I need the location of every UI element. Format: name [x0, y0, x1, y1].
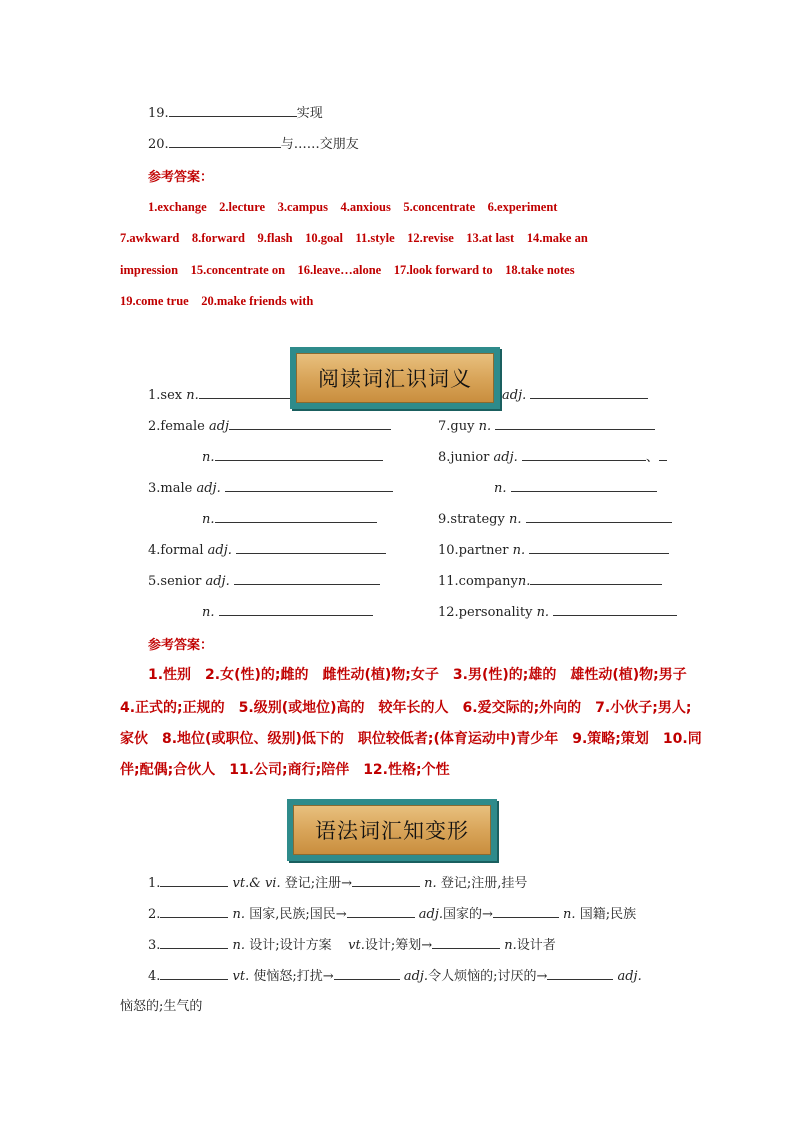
vocab-item-5: 5.senior adj. [148, 572, 380, 590]
vocab-item-11: 11.companyn. [438, 572, 662, 590]
answer-line: 1.exchange 2.lecture 3.campus 4.anxious 5.concentrate 6.experiment [148, 200, 558, 214]
answer-blank[interactable] [530, 386, 648, 399]
answer-blank[interactable] [225, 479, 393, 492]
answer-blank[interactable] [530, 572, 662, 585]
item-20: 20. 与……交朋友 [148, 137, 359, 152]
answer-blank[interactable] [234, 572, 380, 585]
answer-blank[interactable] [219, 603, 373, 616]
answer-blank[interactable] [347, 905, 415, 918]
vocab-item-9: 9.strategy n. [438, 510, 672, 528]
answer-label: 参考答案： [148, 638, 214, 653]
answer-blank[interactable] [553, 603, 677, 616]
banner-title: 语法词汇知变形 [293, 805, 491, 855]
answer-blank[interactable] [511, 479, 657, 492]
answer-blank[interactable] [199, 386, 299, 399]
answer-blank[interactable] [160, 874, 228, 887]
banner-title: 阅读词汇识词义 [296, 353, 494, 403]
answer-line: 19.come true 20.make friends with [120, 294, 314, 308]
answer-blank[interactable] [215, 448, 383, 461]
answer-blank[interactable] [547, 967, 613, 980]
answer-blank[interactable] [160, 936, 228, 949]
section-banner-reading [290, 347, 500, 409]
answer-blank[interactable] [236, 541, 386, 554]
grammar-item-2: 2. n. 国家,民族;国民→ adj.国家的→ n. 国籍;民族 [148, 907, 637, 922]
answer-blank[interactable] [169, 135, 281, 148]
answer-line: impression 15.concentrate on 16.leave…alone 17.look forward to 18.take notes [120, 263, 575, 277]
answer-blank[interactable] [529, 541, 669, 554]
vocab-item-2-noun: n. [202, 448, 383, 466]
answer-line: 7.awkward 8.forward 9.flash 10.goal 11.style 12.revise 13.at last 14.make an [120, 231, 588, 245]
answer-blank[interactable] [352, 874, 420, 887]
vocab-item-4: 4.formal adj. [148, 541, 386, 559]
answer-blank[interactable] [493, 905, 559, 918]
vocab-item-6: adj. [502, 386, 648, 404]
grammar-item-4: 4. vt. 使恼怒;打扰→ adj.令人烦恼的;讨厌的→ adj. [148, 969, 642, 984]
answer-blank[interactable] [495, 417, 655, 430]
vocab-item-1: 1.sex n. [148, 386, 299, 404]
vocab-item-8: 8.junior adj. 、 [438, 448, 667, 466]
answer-blank[interactable] [334, 967, 400, 980]
vocab-item-8-noun: n. [494, 479, 657, 497]
vocab-item-7: 7.guy n. [438, 417, 655, 435]
answer-blank[interactable] [522, 448, 646, 461]
answer-blank[interactable] [215, 510, 377, 523]
answer-blank[interactable] [229, 417, 391, 430]
vocab-item-5-noun: n. [202, 603, 373, 621]
answer-blank[interactable] [160, 905, 228, 918]
section-banner-grammar [287, 799, 497, 861]
answer-line: 4.正式的;正规的 5.级别(或地位)高的 较年长的人 6.爱交际的;外向的 7.小伙子;男人; [120, 700, 692, 716]
item-19: 19. 实现 [148, 106, 323, 121]
vocab-item-2: 2.female adj [148, 417, 391, 435]
grammar-item-3: 3. n. 设计;设计方案 vt.设计;筹划→ n.设计者 [148, 938, 556, 953]
answer-line: 伴;配偶;合伙人 11.公司;商行;陪伴 12.性格;个性 [120, 762, 450, 778]
vocab-item-3-noun: n. [202, 510, 377, 528]
answer-blank[interactable] [160, 967, 228, 980]
vocab-item-10: 10.partner n. [438, 541, 669, 559]
vocab-item-3: 3.male adj. [148, 479, 393, 497]
answer-blank[interactable] [432, 936, 500, 949]
answer-blank[interactable] [169, 104, 297, 117]
answer-line: 家伙 8.地位(或职位、级别)低下的 职位较低者;(体育运动中)青少年 9.策略;策划 10.同 [120, 731, 702, 747]
answer-label: 参考答案： [148, 170, 214, 185]
grammar-item-1: 1. vt.& vi. 登记;注册→ n. 登记;注册,挂号 [148, 876, 528, 891]
grammar-item-4-cont: 恼怒的;生气的 [120, 999, 203, 1014]
answer-line: 1.性别 2.女(性)的;雌的 雌性动(植)物;女子 3.男(性)的;雄的 雄性动(植)物;男子 [148, 667, 687, 683]
vocab-item-12: 12.personality n. [438, 603, 677, 621]
answer-blank[interactable] [526, 510, 672, 523]
